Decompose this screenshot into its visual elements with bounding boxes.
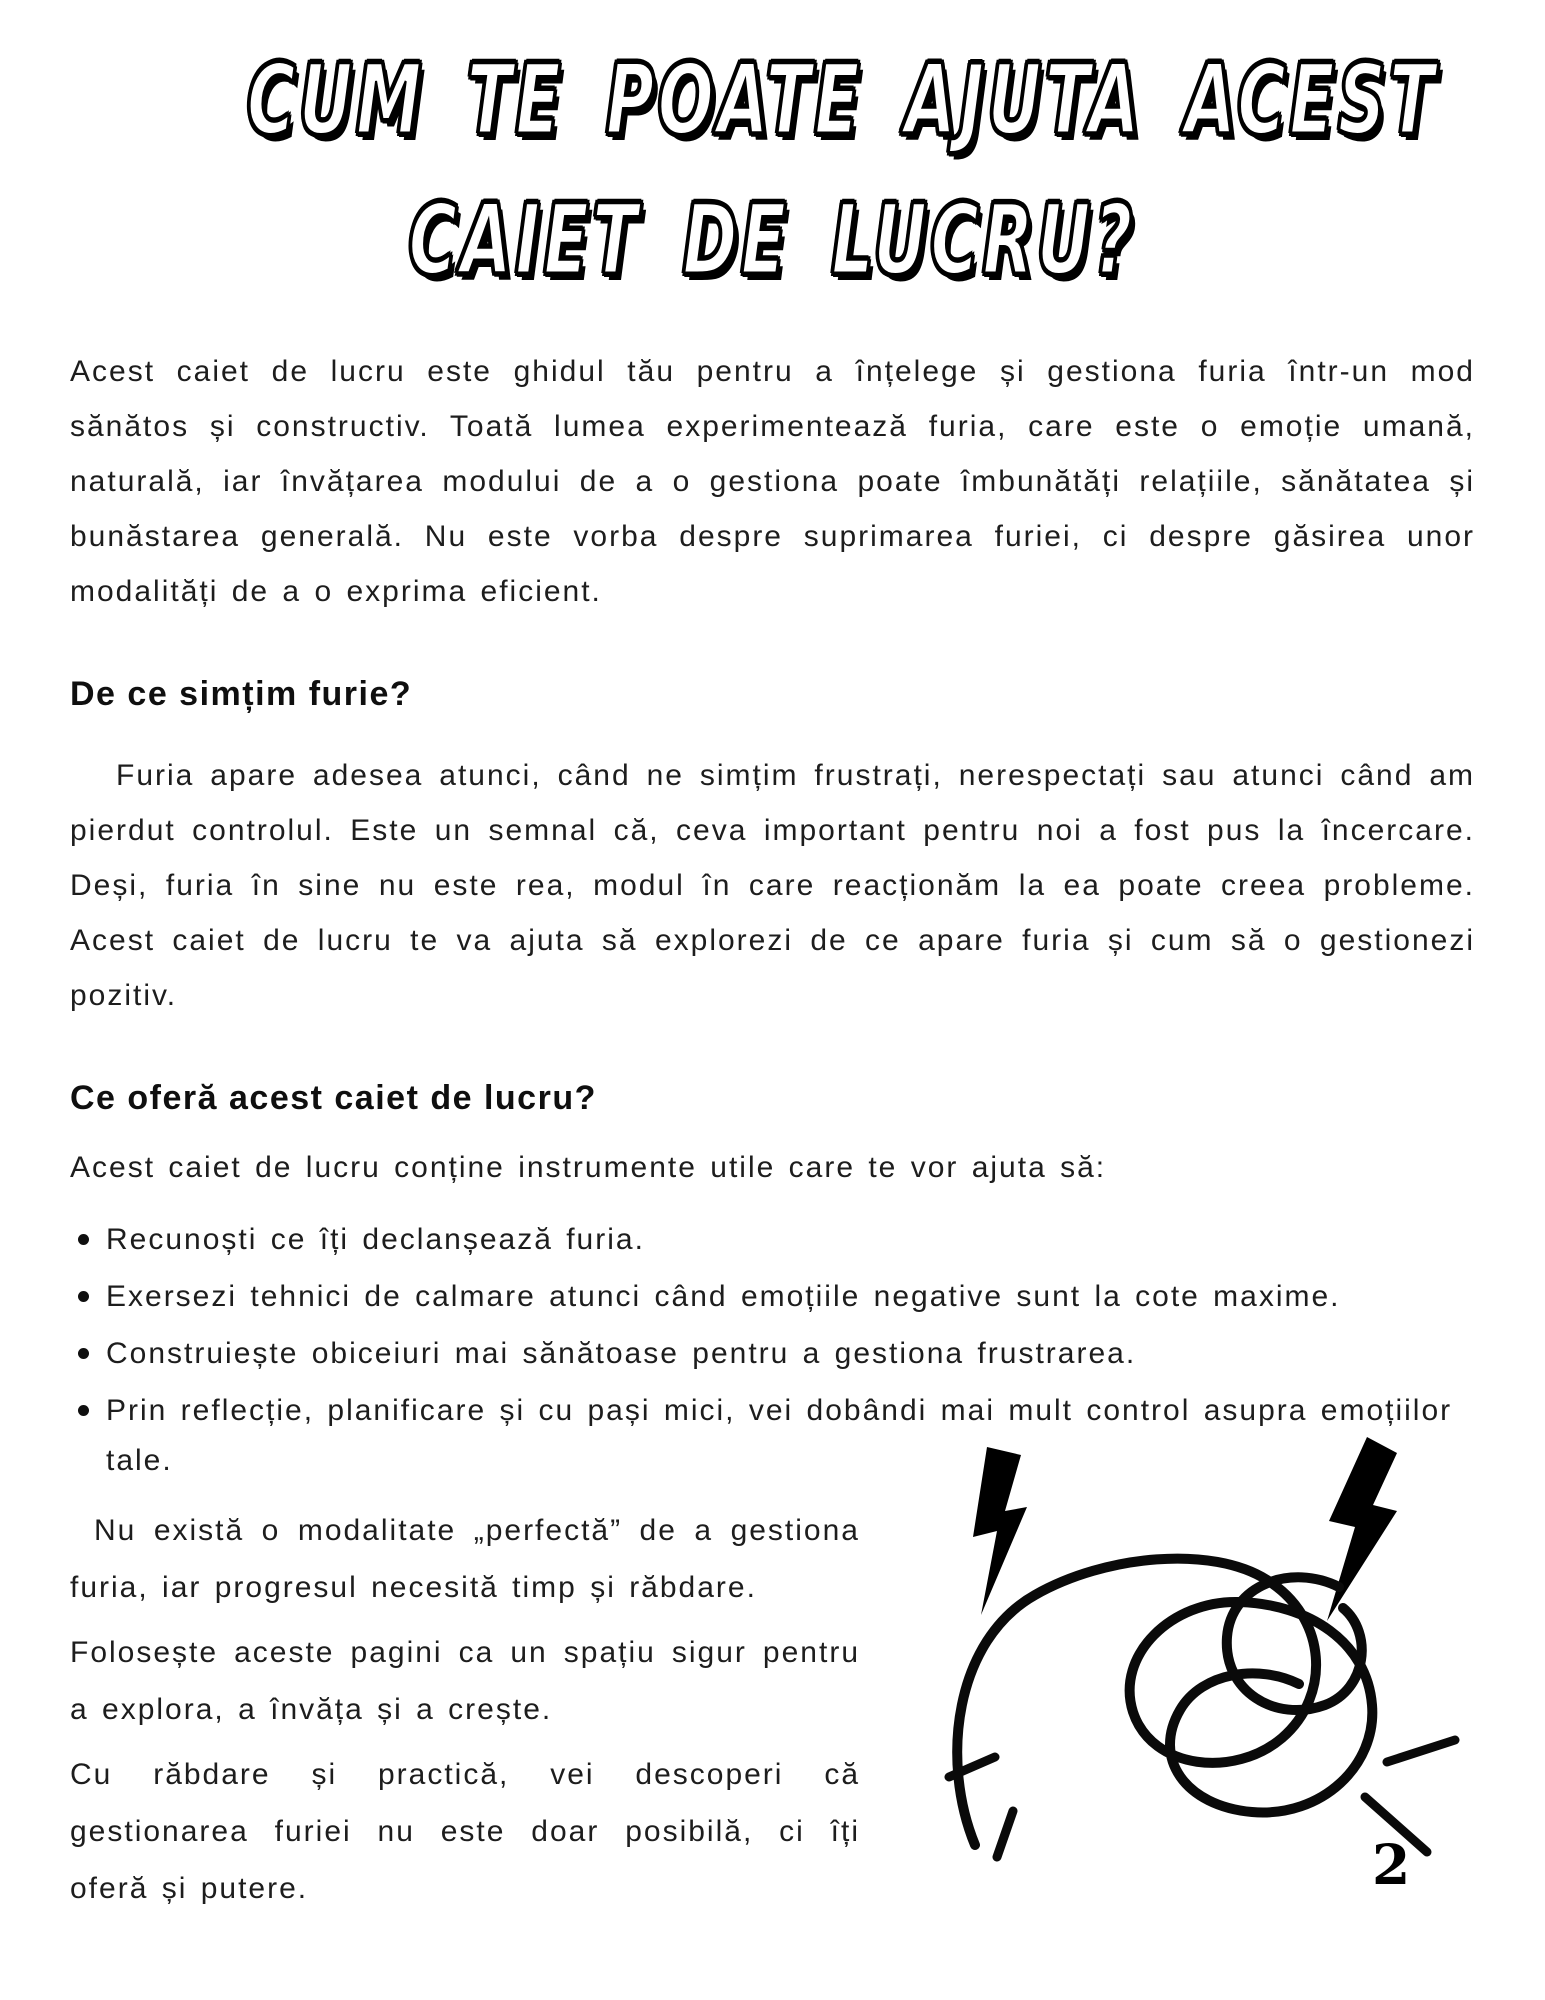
closing-paragraph-3: Cu răbdare și practică, vei descoperi că gestionarea furiei nu este doar posibilă, ci îți oferă și putere.: [70, 1758, 860, 1905]
bullet-marker-icon: [78, 1405, 89, 1416]
bullet-item-1-text: Recunoști ce îți declanșează furia.: [106, 1223, 645, 1256]
section-why: [70, 675, 1475, 1023]
lightning-bolt-icon: [1327, 1437, 1397, 1621]
emphasis-dash-icon: [997, 1811, 1013, 1857]
section-why-paragraph: Furia apare adesea atunci, când ne simțim frustrați, nerespectați sau atunci când am pierdut controlul. Este un semnal că, ceva important pentru noi a fost pus la încercare. Deși, furia în sine nu este rea, modul în care reacționăm la ea poate creea probleme. Acest caiet de lucru te va ajuta să explorezi de ce apare furia și cum să o gestionezi pozitiv.: [70, 759, 1475, 1012]
intro-paragraph: Acest caiet de lucru este ghidul tău pentru a înțelege și gestiona furia într-un mod sănătos și constructiv. Toată lumea experimentează furia, care este o emoție umană, naturală, iar învățarea modului de a o gestiona poate îmbunătăți relațiile, sănătatea și bunăstarea generală. Nu este vorba despre suprimarea furiei, ci despre găsirea unor modalități de a o exprima eficient.: [70, 355, 1475, 608]
bullet-item-2: [70, 1272, 1475, 1322]
page-title-line-1: CUM TE POATE AJUTA ACEST: [247, 44, 1438, 156]
section-offer-heading: Ce oferă acest caiet de lucru?: [70, 1079, 597, 1117]
scribble-tangle-path: [957, 1559, 1372, 1845]
section-offer-intro: Acest caiet de lucru conține instrumente utile care te vor ajuta să:: [70, 1151, 1107, 1184]
page-title-line-2: CAIET DE LUCRU?: [408, 184, 1137, 296]
bullet-item-1: [70, 1215, 1475, 1265]
bullet-item-3: [70, 1329, 1475, 1379]
bullet-item-2-text: Exersezi tehnici de calmare atunci când emoțiile negative sunt la cote maxime.: [106, 1280, 1341, 1313]
closing-paragraph-2: Folosește aceste pagini ca un spațiu sigur pentru a explora, a învăța și a crește.: [70, 1636, 860, 1726]
page-number: 2: [1372, 1832, 1411, 1897]
bullet-marker-icon: [78, 1291, 89, 1302]
section-why-heading: De ce simțim furie?: [70, 675, 413, 713]
closing-text-column: [70, 1502, 860, 1917]
page-title: [0, 0, 1545, 310]
bullet-item-3-text: Construiește obiceiuri mai sănătoase pentru a gestiona frustrarea.: [106, 1337, 1137, 1370]
bullet-marker-icon: [78, 1348, 89, 1359]
closing-paragraph-1: Nu există o modalitate „perfectă” de a gestiona furia, iar progresul necesită timp și răbdare.: [70, 1514, 860, 1604]
bullet-marker-icon: [78, 1234, 89, 1245]
bullet-item-4-text: Prin reflecție, planificare și cu pași mici, vei dobândi mai mult control asupra emoțiilor tale.: [106, 1394, 1453, 1477]
emphasis-dash-icon: [1387, 1740, 1455, 1762]
lightning-bolt-icon: [973, 1447, 1027, 1615]
